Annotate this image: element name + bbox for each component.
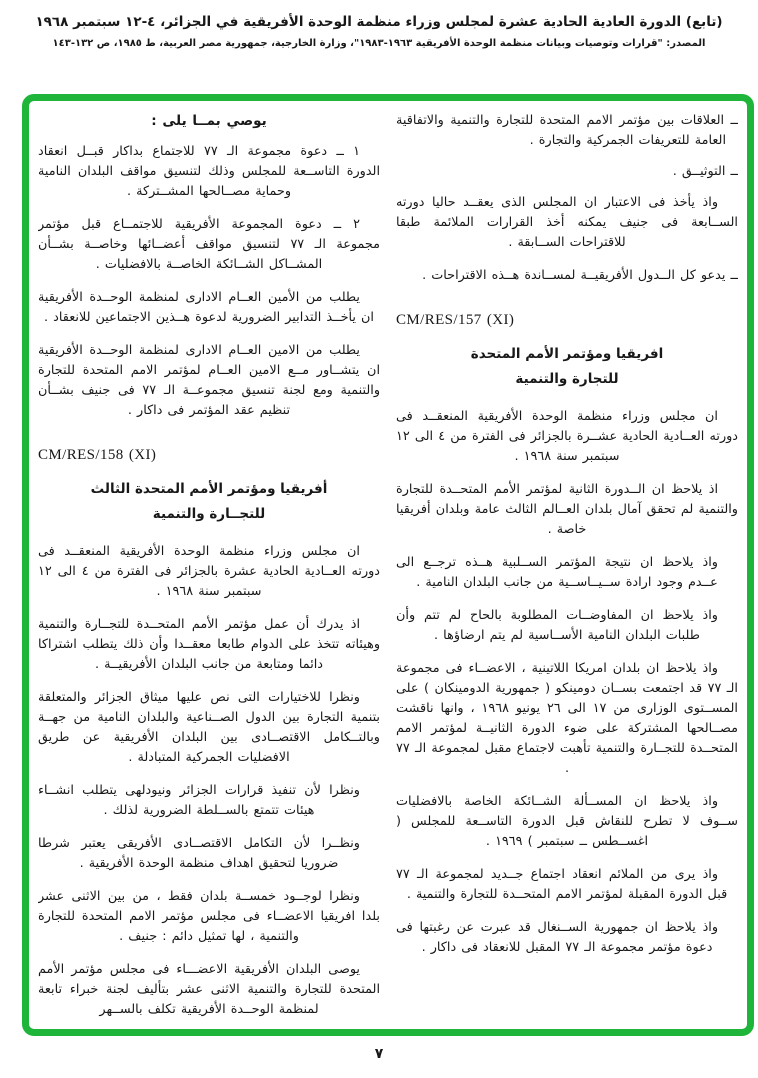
page-header bbox=[0, 14, 758, 49]
paragraph: ان مجلس وزراء منظمة الوحدة الأفريقية المنعقــد فى دورته العــادية الحادية عشرة بالجزائر فى الفترة من ٤ الى ١٢ سبتمبر سنة ١٩٦٨ . bbox=[38, 544, 380, 599]
paragraph: يوصى البلدان الأفريقية الاعضـــاء فى مجلس مؤتمر الأمم المتحدة للتجارة والتنمية الاثنى عشر بتأليف لجنة خبراء تابعة لمنظمة الوحــدة الأفريقية تكلف بالســهر bbox=[38, 962, 380, 1017]
paragraph: واذ يرى من الملائم انعقاد اجتماع جــديد لمجموعة الـ ٧٧ قبل الدورة المقبلة لمؤتمر الامم المتحــدة للتجارة والتنمية . bbox=[396, 867, 728, 902]
page-number: ٧ bbox=[374, 1046, 384, 1062]
paragraph: اذ يدرك أن عمل مؤتمر الأمم المتحــدة للتجــارة والتنمية وهيئاته تتخذ على الدوام طابعا معقــدا وأن ذلك يتطلب اشتراكا دائما ومتابعة من جانب البلدان الأفريقيــة . bbox=[38, 617, 380, 672]
paragraph: ونظرا للاختيارات التى نص عليها ميثاق الجزائر والمتعلقة بتنمية التجارة بين الدول الصــناعية والبلدان النامية من جهــة وبالتــكامل الاقتصــادى بين البلدان الأفريقية عن طريق الافضليات الجمركية المتبادلة . bbox=[38, 690, 380, 765]
section-heading bbox=[396, 342, 738, 392]
paragraph: ونظرا لوجــود خمســة بلدان فقط ، من بين الاثنى عشر بلدا افريقيا الاعضــاء فى مجلس مؤتمر الامم المتحدة للتجارة والتنمية ، لها تمثيل دائم : جنيف . bbox=[38, 889, 380, 944]
section-heading bbox=[38, 477, 380, 527]
paragraph: واذ يلاحظ ان المســألة الشــائكة الخاصة بالافضليات ســوف لا تطرح للنقاش قبل الدورة التاســعة للمجلس ( اغســطس ــ سبتمبر ) ١٩٦٩ . bbox=[396, 794, 738, 849]
paragraph: واذ يلاحظ ان جمهورية الســنغال قد عبرت عن رغبتها فى دعوة مؤتمر مجموعة الـ ٧٧ المقبل للانعقاد فى داكار . bbox=[396, 920, 718, 955]
paragraph: ــ يدعو كل الــدول الأفريقيــة لمســاندة هــذه الاقتراحات . bbox=[422, 268, 738, 283]
paragraph: واذ يلاحظ ان المفاوضــات المطلوبة بالحاح لم تتم وأن طلبات البلدان النامية الأســاسية لم يتم ارضاؤها . bbox=[396, 608, 718, 643]
paragraph: واذ يلاحظ ان بلدان امريكا اللاتينية ، الاعضــاء فى مجموعة الـ ٧٧ قد اجتمعت بســان دومينكو ( جمهورية الدومينكان ) على المســتوى الوزارى من ١٧ الى ٢٦ يونيو ١٩٦٨ ، وانها ناقشت مصــالحها المشتركة على ضوء الدورة الثانيــة لمؤتمر الامم المتحــدة للتجــارة والتنمية تأهبت لاجتماع مقبل لمجموعة الـ ٧٧ . bbox=[396, 661, 738, 776]
paragraph: اذ يلاحظ ان الــدورة الثانية لمؤتمر الأمم المتحــدة للتجارة والتنمية لم تحقق آمال بلدان العــالم الثالث عامة وبلدان أفريقيا خاصة . bbox=[396, 482, 738, 537]
paragraph: ــ العلاقات بين مؤتمر الامم المتحدة للتجارة والتنمية والاتفاقية العامة للتعريفات الجمركية والتجارة . bbox=[396, 113, 738, 148]
section-heading-line2: للتجــارة والتنمية bbox=[152, 506, 266, 522]
section-heading-line1: أفريقيا ومؤتمر الأمم المتحدة الثالث bbox=[90, 481, 328, 497]
green-frame bbox=[22, 94, 754, 1036]
paragraph: واذ يأخذ فى الاعتبار ان المجلس الذى يعقــد حاليا دورته الســابعة فى جنيف يمكنه أخذ القرارات الملائمة طبقا للاقتراحات الســابقة . bbox=[396, 195, 738, 250]
header-title: (تابع) الدورة العادية الحادية عشرة لمجلس وزراء منظمة الوحدة الأفريقية في الجزائر، ٤-١٢ سبتمبر ١٩٦٨ bbox=[35, 14, 723, 30]
paragraph: يطلب من الأمين العــام الادارى لمنظمة الوحــدة الأفريقية ان يأخــذ التدابير الضرورية لدعوة هــذين الاجتماعين للانعقاد . bbox=[38, 290, 374, 325]
paragraph: ونظــرا لأن التكامل الاقتصــادى الأفريقى يعتبر شرطا ضروريا لتحقيق اهداف منظمة الوحدة الأفريقية . bbox=[38, 836, 360, 871]
recommendation-subheading: يوصي بمــا يلى : bbox=[151, 113, 267, 129]
paragraph: ان مجلس وزراء منظمة الوحدة الأفريقية المنعقــد فى دورته العــادية الحادية عشــرة بالجزائر فى الفترة من ٤ الى ١٢ سبتمبر سنة ١٩٦٨ . bbox=[396, 409, 738, 464]
resolution-reference: CM/RES/157 (XI) bbox=[396, 312, 515, 328]
resolution-reference: CM/RES/158 (XI) bbox=[38, 447, 157, 463]
section-heading-line2: للتجارة والتنمية bbox=[515, 371, 619, 387]
paragraph: ــ التوثيــق . bbox=[672, 164, 738, 179]
paragraph: ١ ــ دعوة مجموعة الـ ٧٧ للاجتماع بداكار قبــل انعقاد الدورة التاســعة للمجلس وذلك لتنسيق مواقف البلدان النامية وحماية مصــالحها المشــتركة . bbox=[38, 144, 380, 199]
paragraph: ونظرا لأن تنفيذ قرارات الجزائر ونيودلهى يتطلب انشــاء هيئات تتمتع بالســلطة الضرورية لذلك . bbox=[38, 783, 360, 818]
paragraph: ٢ ــ دعوة المجموعة الأفريقية للاجتمــاع قبل مؤتمر مجموعة الـ ٧٧ لتنسيق مواقف أعضــائها وخاصــة بشــأن المشــاكل الشــائكة الخاصــة بالافضليات . bbox=[38, 217, 380, 272]
section-heading-line1: افريقيا ومؤتمر الأمم المتحدة bbox=[470, 346, 664, 362]
left-column bbox=[38, 111, 380, 1023]
two-column-layout bbox=[38, 111, 738, 1023]
right-column bbox=[396, 111, 738, 1023]
paragraph: واذ يلاحظ ان نتيجة المؤتمر الســلبية هــذه ترجــع الى عــدم وجود ارادة ســيــاســية من جانب البلدان النامية . bbox=[396, 555, 718, 590]
header-source-line: المصدر: "قرارات وتوصيات وبيانات منظمة الوحدة الأفريقية ١٩٦٣-١٩٨٣"، وزارة الخارجية، جمهورية مصر العربية، ط ١٩٨٥، ص ١٣٢-١٤٣ bbox=[52, 38, 706, 49]
paragraph: يطلب من الامين العــام الادارى لمنظمة الوحــدة الأفريقية ان يتشــاور مــع الامين العــام لمؤتمر الامم المتحدة للتجارة والتنمية ومع لجنة تنسيق مجموعــة الـ ٧٧ فى جنيف بشــأن تنظيم عقد المؤتمر فى داكار . bbox=[38, 343, 380, 418]
